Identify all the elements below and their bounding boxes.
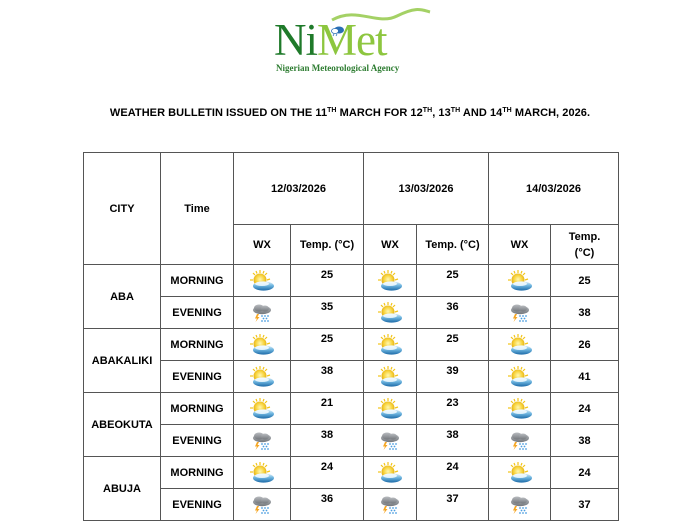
thunderstorm-rain-icon [249,429,275,453]
thunderstorm-rain-icon [249,301,275,325]
wx-cell [234,489,291,521]
logo-met: Met [317,15,387,65]
title-part: WEATHER BULLETIN ISSUED ON THE 11 [109,107,328,119]
partly-cloudy-icon [377,301,403,325]
time-of-day: EVENING [161,361,234,393]
table-row [84,489,619,521]
thunderstorm-rain-icon [377,493,403,517]
temperature-value: 38 [291,425,364,457]
time-of-day: MORNING [161,457,234,489]
title-part: MARCH FOR 12 [336,107,423,119]
temperature-value: 25 [417,329,489,361]
wx-cell [234,425,291,457]
temperature-value: 21 [291,393,364,425]
logo-subtitle: Nigerian Meteorological Agency [276,63,400,73]
header-temp: Temp. (°C) [417,225,489,265]
table-row [84,425,619,457]
title-sup: TH [450,107,461,114]
partly-cloudy-icon [507,365,533,389]
header-temp-line1: Temp. [568,230,601,243]
temperature-value: 37 [551,489,619,521]
temperature-value: 38 [551,425,619,457]
partly-cloudy-icon [377,333,403,357]
wx-cell [489,425,551,457]
table-row [84,329,619,361]
header-wx: WX [234,225,291,265]
wx-cell [364,329,417,361]
header-wx: WX [489,225,551,265]
logo-wordmark [274,16,387,64]
table-row [84,297,619,329]
title-part: MARCH, 2026. [511,107,591,119]
partly-cloudy-icon [377,397,403,421]
header-temp [551,225,619,265]
partly-cloudy-icon [249,365,275,389]
wx-cell [489,457,551,489]
thunderstorm-rain-icon [507,493,533,517]
temperature-value: 38 [551,297,619,329]
partly-cloudy-icon [377,365,403,389]
wx-cell [489,489,551,521]
table-row [84,265,619,297]
city-name: ABA [84,265,161,329]
header-date-1: 12/03/2026 [234,153,364,225]
time-of-day: EVENING [161,425,234,457]
wx-cell [489,393,551,425]
title-part: AND 14 [460,107,503,119]
temperature-value: 36 [417,297,489,329]
temperature-value: 41 [551,361,619,393]
thunderstorm-rain-icon [507,301,533,325]
header-temp-line2: (°C) [574,246,595,259]
temperature-value: 38 [291,361,364,393]
wx-cell [364,265,417,297]
header-date-3: 14/03/2026 [489,153,619,225]
bulletin-title [0,107,700,119]
wx-cell [234,457,291,489]
thunderstorm-rain-icon [377,429,403,453]
wx-cell [364,361,417,393]
temperature-value: 25 [291,265,364,297]
header-time: Time [161,153,234,265]
time-of-day: EVENING [161,297,234,329]
table-row [84,393,619,425]
wx-cell [234,393,291,425]
partly-cloudy-icon [249,461,275,485]
table-row [84,361,619,393]
time-of-day: MORNING [161,329,234,361]
temperature-value: 36 [291,489,364,521]
partly-cloudy-icon [507,397,533,421]
logo-ni: Ni [274,15,317,65]
city-name: ABAKALIKI [84,329,161,393]
partly-cloudy-icon [507,269,533,293]
wx-cell [489,265,551,297]
wx-cell [234,297,291,329]
temperature-value: 24 [551,393,619,425]
temperature-value: 37 [417,489,489,521]
partly-cloudy-icon [249,333,275,357]
partly-cloudy-icon [377,269,403,293]
title-part: , 13 [432,107,451,119]
temperature-value: 35 [291,297,364,329]
wx-cell [489,297,551,329]
weather-bulletin-table [83,152,619,521]
city-name: ABEOKUTA [84,393,161,457]
temperature-value: 25 [417,265,489,297]
wx-cell [489,329,551,361]
partly-cloudy-icon [377,461,403,485]
time-of-day: MORNING [161,265,234,297]
nimet-logo [272,6,432,74]
wx-cell [364,297,417,329]
title-sup: TH [327,107,337,114]
temperature-value: 24 [551,457,619,489]
header-city: CITY [84,153,161,265]
thunderstorm-rain-icon [507,429,533,453]
temperature-value: 38 [417,425,489,457]
header-wx: WX [364,225,417,265]
temperature-value: 26 [551,329,619,361]
time-of-day: MORNING [161,393,234,425]
temperature-value: 24 [291,457,364,489]
wx-cell [364,393,417,425]
table-row [84,457,619,489]
partly-cloudy-icon [507,461,533,485]
wx-cell [364,457,417,489]
temperature-value: 39 [417,361,489,393]
wx-cell [364,489,417,521]
city-name: ABUJA [84,457,161,521]
wx-cell [234,265,291,297]
temperature-value: 23 [417,393,489,425]
thunderstorm-rain-icon [249,493,275,517]
title-sup: TH [502,107,512,114]
table-body [84,265,619,521]
partly-cloudy-icon [249,397,275,421]
wx-cell [489,361,551,393]
temperature-value: 25 [551,265,619,297]
wx-cell [234,329,291,361]
wx-cell [234,361,291,393]
time-of-day: EVENING [161,489,234,521]
temperature-value: 25 [291,329,364,361]
header-temp: Temp. (°C) [291,225,364,265]
partly-cloudy-icon [249,269,275,293]
partly-cloudy-icon [507,333,533,357]
wx-cell [364,425,417,457]
title-sup: TH [422,107,433,114]
header-date-2: 13/03/2026 [364,153,489,225]
temperature-value: 24 [417,457,489,489]
